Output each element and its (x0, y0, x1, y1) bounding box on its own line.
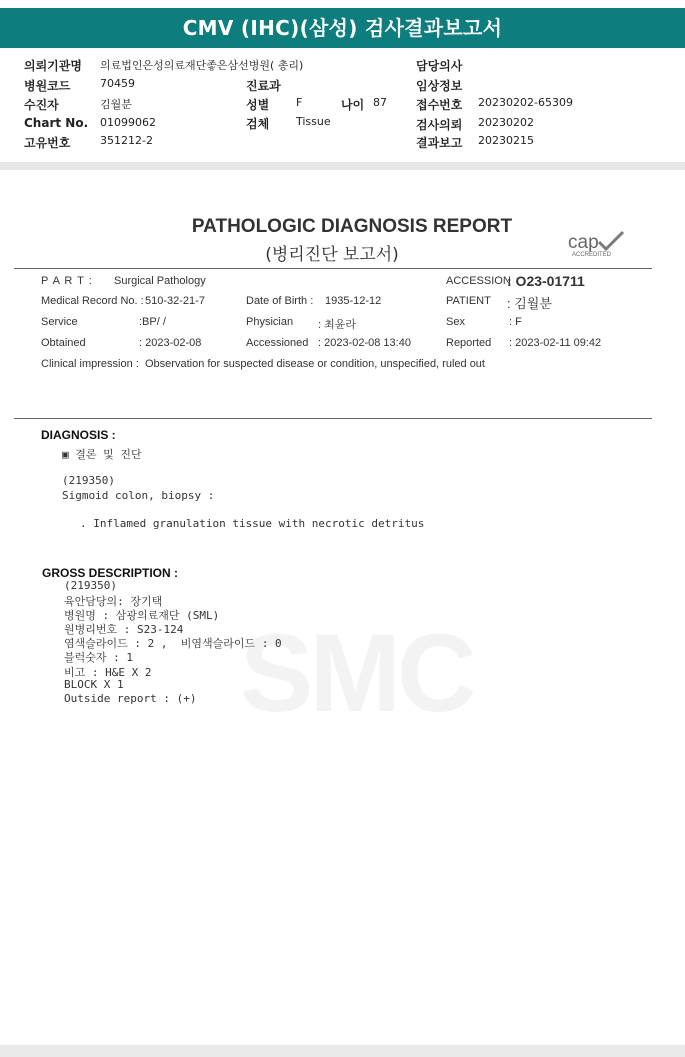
hospital-label: 의뢰기관명 (24, 59, 82, 73)
mrn-value: 510-32-21-7 (145, 295, 205, 307)
patient-value-report: : 김월분 (507, 296, 552, 311)
patient-label-report: PATIENT (446, 295, 491, 307)
cap-accredited-logo (568, 232, 628, 260)
reported-value: : 2023-02-11 09:42 (509, 337, 602, 349)
diagnosis-code: (219350) (62, 474, 115, 487)
obtained-value: : 2023-02-08 (139, 337, 202, 349)
service-label: Service (41, 316, 78, 328)
request-label: 검사의뢰 (416, 118, 463, 132)
obtained-label: Obtained (41, 337, 86, 349)
gross-heading: GROSS DESCRIPTION : (42, 566, 179, 580)
dob-label: Date of Birth : (246, 295, 314, 307)
sex-label-report: Sex (446, 316, 465, 328)
report-top-rule (14, 268, 652, 269)
clinical-info-label: 임상정보 (416, 79, 463, 93)
sex-value: F (296, 96, 303, 109)
report-title: PATHOLOGIC DIAGNOSIS REPORT (191, 216, 513, 237)
department-label: 진료과 (246, 79, 281, 93)
hospital-code-value: 70459 (100, 77, 135, 90)
receipt-label: 접수번호 (416, 98, 463, 112)
physician-value: : 최윤라 (318, 319, 356, 331)
specimen-value: Tissue (296, 115, 331, 128)
hospital-code-label: 병원코드 (24, 79, 71, 93)
clinical-impression-value: Observation for suspected disease or condition, unspecified, ruled out (145, 358, 485, 370)
doctor-label: 담당의사 (416, 59, 463, 73)
mrn-label: Medical Record No. : (41, 295, 144, 307)
gross-line: (219350) (64, 579, 117, 592)
header-separator (0, 162, 685, 170)
report-subtitle: (병리진단 보고서) (265, 245, 399, 265)
service-value: :BP/ / (139, 316, 166, 328)
gross-line: 블럭숫자 : 1 (64, 651, 133, 664)
age-value: 87 (373, 96, 387, 109)
part-value: Surgical Pathology (114, 275, 206, 287)
result-label: 결과보고 (416, 136, 463, 150)
accession-value: : O23-01711 (507, 273, 585, 289)
diagnosis-site: Sigmoid colon, biopsy : (62, 489, 215, 502)
report-mid-rule (14, 418, 652, 419)
accessioned-label: Accessioned (246, 337, 309, 349)
gross-line: 육안담당의: 장기택 (64, 595, 163, 608)
gross-line: 비고 : H&E X 2 (64, 666, 152, 679)
clinical-impression-label: Clinical impression : (41, 358, 139, 370)
sex-value-report: : F (509, 316, 522, 328)
unique-value: 351212-2 (100, 134, 153, 147)
diagnosis-subheading: ▣ 결론 및 진단 (62, 448, 142, 461)
report-banner (0, 8, 685, 48)
patient-label: 수진자 (24, 98, 59, 112)
watermark-logo: SMC (240, 612, 473, 735)
dob-value: 1935-12-12 (325, 295, 382, 307)
cap-accredited-text: ACCREDITED (572, 252, 612, 258)
gross-line: BLOCK X 1 (64, 678, 124, 691)
gross-line: Outside report : (+) (64, 692, 197, 705)
accession-label: ACCESSION (446, 275, 511, 287)
physician-label: Physician (246, 316, 294, 328)
request-value: 20230202 (478, 116, 534, 129)
gross-line: 염색슬라이드 : 2 , 비염색슬라이드 : 0 (64, 637, 282, 650)
diagnosis-heading: DIAGNOSIS : (41, 428, 116, 442)
sex-label: 성별 (246, 98, 270, 112)
receipt-value: 20230202-65309 (478, 96, 573, 109)
checkmark-icon (596, 230, 626, 252)
specimen-label: 검체 (246, 117, 270, 131)
patient-value: 김월분 (100, 98, 132, 111)
page-bottom-edge (0, 1045, 685, 1057)
gross-line: 원병리번호 : S23-124 (64, 623, 184, 636)
reported-label: Reported (446, 337, 492, 349)
accessioned-value: : 2023-02-08 13:40 (318, 337, 411, 349)
chart-value: 01099062 (100, 116, 156, 129)
hospital-value: 의료법인은성의료재단좋은삼선병원( 총리) (100, 59, 304, 72)
unique-label: 고유번호 (24, 136, 71, 150)
cap-logo-text: cap (568, 232, 599, 253)
gross-line: 병원명 : 삼광의료재단 (SML) (64, 609, 220, 622)
age-label: 나이 (341, 98, 365, 112)
part-label: P A R T : (41, 275, 93, 287)
result-value: 20230215 (478, 134, 534, 147)
diagnosis-finding: . Inflamed granulation tissue with necrotic detritus (80, 517, 425, 530)
chart-label: Chart No. (24, 116, 89, 130)
banner-title: CMV (IHC)(삼성) 검사결과보고서 (182, 16, 503, 40)
